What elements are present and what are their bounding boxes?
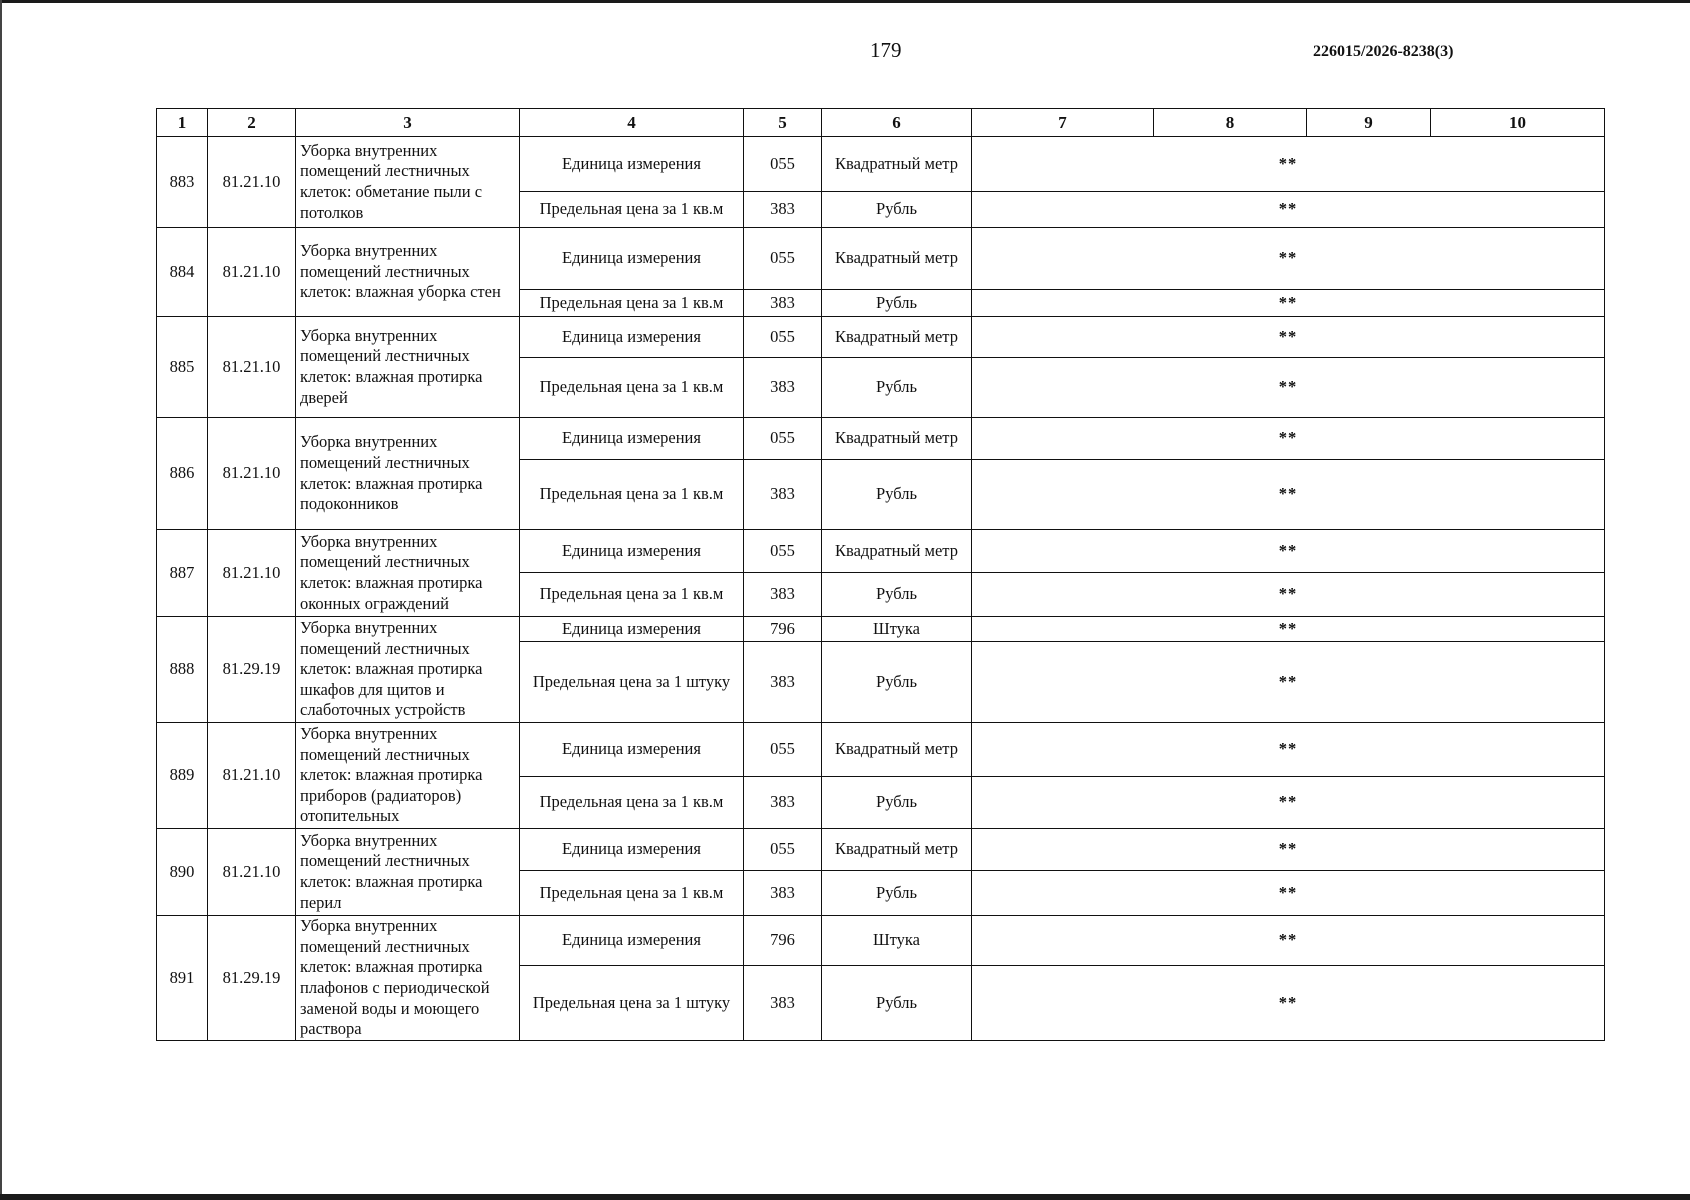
okei-code: 383	[744, 358, 822, 418]
value-cell: **	[972, 777, 1605, 829]
okpd-code: 81.21.10	[208, 317, 296, 418]
indicator-name: Единица измерения	[520, 228, 744, 290]
service-name: Уборка внутренних помещений лестничных клеток: влажная протирка шкафов для щитов и слаботочных устройств	[296, 617, 520, 723]
okpd-code: 81.21.10	[208, 137, 296, 228]
okpd-code: 81.21.10	[208, 723, 296, 829]
indicator-name: Предельная цена за 1 кв.м	[520, 460, 744, 530]
row-number: 884	[157, 228, 208, 317]
indicator-name: Предельная цена за 1 кв.м	[520, 192, 744, 228]
okei-code: 383	[744, 290, 822, 317]
unit-name: Рубль	[822, 192, 972, 228]
value-cell: **	[972, 617, 1605, 642]
row-number: 886	[157, 418, 208, 530]
value-cell: **	[972, 916, 1605, 966]
okpd-code: 81.21.10	[208, 530, 296, 617]
unit-name: Рубль	[822, 460, 972, 530]
row-number: 883	[157, 137, 208, 228]
okei-code: 055	[744, 228, 822, 290]
service-name: Уборка внутренних помещений лестничных клеток: влажная протирка подоконников	[296, 418, 520, 530]
row-number: 891	[157, 916, 208, 1041]
unit-name: Квадратный метр	[822, 228, 972, 290]
okei-code: 383	[744, 777, 822, 829]
okei-code: 383	[744, 871, 822, 916]
indicator-name: Единица измерения	[520, 829, 744, 871]
value-cell: **	[972, 530, 1605, 573]
okei-code: 383	[744, 642, 822, 723]
scan-left-border	[0, 0, 2, 1200]
unit-name: Рубль	[822, 871, 972, 916]
service-name: Уборка внутренних помещений лестничных клеток: влажная протирка оконных ограждений	[296, 530, 520, 617]
okei-code: 383	[744, 573, 822, 617]
okei-code: 055	[744, 723, 822, 777]
value-cell: **	[972, 192, 1605, 228]
column-header: 3	[296, 109, 520, 137]
unit-name: Квадратный метр	[822, 317, 972, 358]
unit-name: Штука	[822, 916, 972, 966]
okei-code: 383	[744, 966, 822, 1040]
okpd-code: 81.21.10	[208, 228, 296, 317]
indicator-name: Единица измерения	[520, 418, 744, 460]
indicator-name: Единица измерения	[520, 916, 744, 966]
unit-name: Квадратный метр	[822, 530, 972, 573]
unit-name: Квадратный метр	[822, 137, 972, 192]
row-number: 885	[157, 317, 208, 418]
okei-code: 055	[744, 829, 822, 871]
service-name: Уборка внутренних помещений лестничных клеток: влажная протирка плафонов с периодической заменой воды и моющего раствора	[296, 916, 520, 1041]
value-cell: **	[972, 829, 1605, 871]
indicator-name: Предельная цена за 1 штуку	[520, 966, 744, 1040]
row-number: 890	[157, 829, 208, 916]
value-cell: **	[972, 573, 1605, 617]
okei-code: 055	[744, 137, 822, 192]
column-header: 6	[822, 109, 972, 137]
unit-name: Рубль	[822, 573, 972, 617]
value-cell: **	[972, 418, 1605, 460]
value-cell: **	[972, 642, 1605, 723]
table-header-row	[157, 109, 1605, 137]
okei-code: 796	[744, 617, 822, 642]
indicator-name: Предельная цена за 1 кв.м	[520, 290, 744, 317]
value-cell: **	[972, 137, 1605, 192]
column-header: 10	[1431, 109, 1605, 137]
table-row	[157, 137, 1605, 192]
service-name: Уборка внутренних помещений лестничных клеток: влажная уборка стен	[296, 228, 520, 317]
indicator-name: Предельная цена за 1 кв.м	[520, 358, 744, 418]
value-cell: **	[972, 358, 1605, 418]
table-row	[157, 723, 1605, 777]
unit-name: Квадратный метр	[822, 418, 972, 460]
indicator-name: Единица измерения	[520, 530, 744, 573]
service-name: Уборка внутренних помещений лестничных клеток: влажная протирка перил	[296, 829, 520, 916]
table-row	[157, 530, 1605, 573]
unit-name: Рубль	[822, 642, 972, 723]
unit-name: Рубль	[822, 358, 972, 418]
value-cell: **	[972, 966, 1605, 1040]
indicator-name: Единица измерения	[520, 137, 744, 192]
value-cell: **	[972, 317, 1605, 358]
table-row	[157, 829, 1605, 871]
unit-name: Квадратный метр	[822, 723, 972, 777]
unit-name: Штука	[822, 617, 972, 642]
okei-code: 383	[744, 192, 822, 228]
okpd-code: 81.21.10	[208, 829, 296, 916]
row-number: 888	[157, 617, 208, 723]
unit-name: Рубль	[822, 777, 972, 829]
okpd-code: 81.29.19	[208, 617, 296, 723]
okei-code: 383	[744, 460, 822, 530]
column-header: 9	[1307, 109, 1431, 137]
value-cell: **	[972, 228, 1605, 290]
page-number: 179	[870, 38, 902, 62]
okei-code: 055	[744, 317, 822, 358]
okei-code: 796	[744, 916, 822, 966]
table-row	[157, 617, 1605, 642]
column-header: 5	[744, 109, 822, 137]
document-code: 226015/2026-8238(3)	[1313, 43, 1454, 60]
indicator-name: Единица измерения	[520, 723, 744, 777]
table-row	[157, 228, 1605, 290]
indicator-name: Предельная цена за 1 кв.м	[520, 777, 744, 829]
indicator-name: Предельная цена за 1 кв.м	[520, 573, 744, 617]
column-header: 7	[972, 109, 1154, 137]
column-header: 4	[520, 109, 744, 137]
okpd-code: 81.29.19	[208, 916, 296, 1041]
row-number: 889	[157, 723, 208, 829]
value-cell: **	[972, 723, 1605, 777]
scan-top-border	[0, 0, 1690, 3]
column-header: 1	[157, 109, 208, 137]
column-header: 2	[208, 109, 296, 137]
price-table	[156, 108, 1605, 1041]
service-name: Уборка внутренних помещений лестничных клеток: влажная протирка приборов (радиаторов) отопительных	[296, 723, 520, 829]
value-cell: **	[972, 290, 1605, 317]
table-row	[157, 317, 1605, 358]
okei-code: 055	[744, 530, 822, 573]
indicator-name: Предельная цена за 1 кв.м	[520, 871, 744, 916]
row-number: 887	[157, 530, 208, 617]
unit-name: Квадратный метр	[822, 829, 972, 871]
service-name: Уборка внутренних помещений лестничных клеток: обметание пыли с потолков	[296, 137, 520, 228]
unit-name: Рубль	[822, 290, 972, 317]
scan-bottom-border	[0, 1194, 1690, 1200]
okei-code: 055	[744, 418, 822, 460]
indicator-name: Единица измерения	[520, 617, 744, 642]
indicator-name: Единица измерения	[520, 317, 744, 358]
okpd-code: 81.21.10	[208, 418, 296, 530]
indicator-name: Предельная цена за 1 штуку	[520, 642, 744, 723]
table-row	[157, 916, 1605, 966]
value-cell: **	[972, 871, 1605, 916]
table-row	[157, 418, 1605, 460]
column-header: 8	[1154, 109, 1307, 137]
unit-name: Рубль	[822, 966, 972, 1040]
service-name: Уборка внутренних помещений лестничных клеток: влажная протирка дверей	[296, 317, 520, 418]
value-cell: **	[972, 460, 1605, 530]
